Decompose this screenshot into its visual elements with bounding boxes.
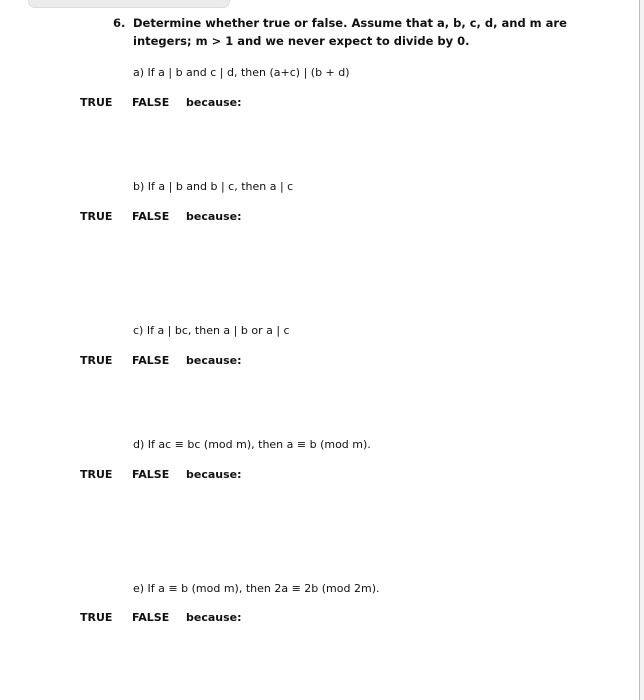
part-e-statement: e) If a ≡ b (mod m), then 2a ≡ 2b (mod 2m). — [133, 582, 380, 595]
part-e-true-option[interactable]: TRUE — [80, 611, 113, 624]
question-number: 6. — [113, 16, 126, 30]
part-e-because-label: because: — [186, 611, 242, 624]
part-b-true-option[interactable]: TRUE — [80, 210, 113, 223]
part-b-statement: b) If a | b and b | c, then a | c — [133, 180, 294, 193]
part-e-false-option[interactable]: FALSE — [132, 611, 170, 624]
page-tab — [28, 0, 230, 8]
part-c-false-option[interactable]: FALSE — [132, 354, 170, 367]
part-c-because-label: because: — [186, 354, 242, 367]
part-d-false-option[interactable]: FALSE — [132, 468, 170, 481]
part-a-true-option[interactable]: TRUE — [80, 96, 113, 109]
part-d-statement: d) If ac ≡ bc (mod m), then a ≡ b (mod m). — [133, 438, 371, 451]
part-a-answer-row — [80, 96, 380, 112]
part-a-false-option[interactable]: FALSE — [132, 96, 170, 109]
part-b-because-label: because: — [186, 210, 242, 223]
part-a-because-label: because: — [186, 96, 242, 109]
question-text-line-2: integers; m > 1 and we never expect to divide by 0. — [133, 34, 470, 48]
part-d-true-option[interactable]: TRUE — [80, 468, 113, 481]
question-line-1 — [113, 14, 567, 32]
part-b-false-option[interactable]: FALSE — [132, 210, 170, 223]
part-e-answer-row — [80, 611, 380, 627]
question-text-line-1: Determine whether true or false. Assume that a, b, c, d, and m are — [133, 16, 567, 30]
part-d-answer-row — [80, 468, 380, 484]
part-d-because-label: because: — [186, 468, 242, 481]
part-c-true-option[interactable]: TRUE — [80, 354, 113, 367]
part-c-answer-row — [80, 354, 380, 370]
part-b-answer-row — [80, 210, 380, 226]
part-a-statement: a) If a | b and c | d, then (a+c) | (b + d) — [133, 66, 350, 79]
part-c-statement: c) If a | bc, then a | b or a | c — [133, 324, 290, 337]
